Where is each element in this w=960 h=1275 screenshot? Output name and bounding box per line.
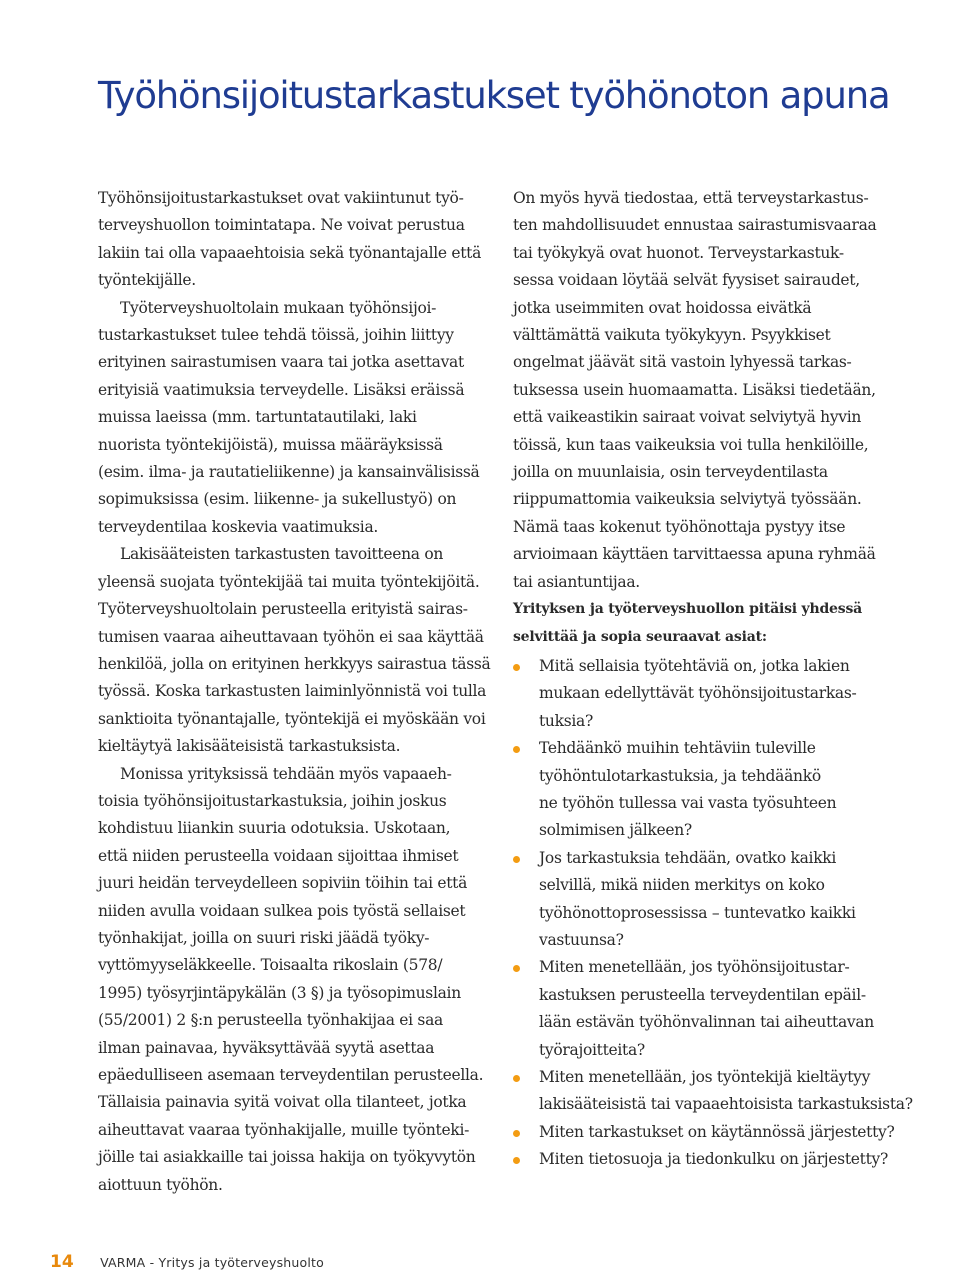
left-column [98,185,491,1199]
text-line: arvioimaan käyttäen tarvittaessa apuna ryhmää [513,545,876,564]
text-line: Tällaisia painavia syitä voivat olla tilanteet, jotka [98,1093,467,1112]
text-line: epäedulliseen asemaan terveydentilan perusteella. [98,1066,484,1084]
list-item [513,1064,913,1119]
list-item [513,1119,905,1146]
text-line: lakiin tai olla vapaaehtoisia sekä työnantajalle että [98,243,482,262]
text-line: juuri heidän terveydelleen sopiviin töihin tai että [98,874,468,893]
text-line: työnhakijat, joilla on suuri riski jäädä työky- [98,928,430,947]
text-line: On myös hyvä tiedostaa, että terveystarkastus- [513,189,869,207]
right-column [513,185,913,1174]
list-item [513,845,905,955]
text-line: erityisiä vaatimuksia terveydelle. Lisäksi eräissä [98,380,465,399]
text-line: aiottuun työhön. [98,1175,223,1194]
bullet-dot-icon [513,1075,520,1082]
text-line: yleensä suojata työntekijää tai muita työntekijöitä. [98,572,480,591]
text-line: Miten menetellään, jos työntekijä kieltäytyy [539,1068,871,1086]
text-line: Miten tietosuoja ja tiedonkulku on järjestetty? [539,1150,888,1169]
text-line: työssä. Koska tarkastusten laiminlyönnistä voi tulla [98,682,487,701]
text-line: ongelmat jäävät sitä vastoin lyhyessä tarkas- [513,353,852,372]
text-line: Miten tarkastukset on käytännössä järjestetty? [539,1122,895,1141]
text-line: Nämä taas kokenut työhönottaja pystyy itse [513,517,846,536]
text-line: töissä, kun taas vaikeuksia voi tulla henkilöille, [513,435,869,454]
text-line: Työterveyshuoltolain mukaan työhönsijoi- [120,298,437,317]
page-title: Työhönsijoitustarkastukset työhönoton apuna [98,74,890,117]
text-line: ne työhön tullessa vai vasta työsuhteen [539,793,837,812]
assessment-paragraph [513,185,905,596]
bullet-dot-icon [513,856,520,863]
text-line: Monissa yrityksissä tehdään myös vapaaeh- [120,764,452,783]
text-line: välttämättä vaikuta työkykyyn. Psyykkiset [513,326,831,345]
text-line: Mitä sellaisia työtehtäviä on, jotka lakien [539,656,850,675]
text-line: työhöntulotarkastuksia, ja tehdäänkö [539,766,821,785]
intro-paragraph [98,185,480,295]
text-line: aiheuttavat vaaraa työnhakijalle, muille työnteki- [98,1120,470,1139]
text-line: 1995) työsyrjintäpykälän (3 §) ja työsopimuslain [98,983,461,1002]
text-line: ten mahdollisuudet ennustaa sairastumisvaaraa [513,216,877,235]
text-line: Jos tarkastuksia tehdään, ovatko kaikki [539,848,837,867]
text-line: terveydentilaa koskevia vaatimuksia. [98,517,379,536]
text-line: erityinen sairastumisen vaara tai jotka asettavat [98,353,464,372]
publication-name: VARMA - Yritys ja työterveyshuolto [100,1255,325,1270]
checklist-heading [513,596,905,651]
text-line: niiden avulla voidaan sulkea pois työstä sellaiset [98,901,466,920]
page-number: 14 [50,1252,74,1272]
text-line: Miten menetellään, jos työhönsijoitustar- [539,958,850,977]
text-line: (55/2001) 2 §:n perusteella työnhakijaa ei saa [98,1011,443,1030]
list-item [513,653,905,735]
bullet-dot-icon [513,1157,520,1164]
text-line: terveyshuollon toimintatapa. Ne voivat perustua [98,216,465,235]
text-line: vastuunsa? [539,930,624,949]
text-line: että vaikeastikin sairaat voivat selviytyä hyvin [513,408,862,427]
list-item [513,735,905,845]
heading-line: Yrityksen ja työterveyshuollon pitäisi yhdessä [513,601,862,618]
bullet-dot-icon [513,746,520,753]
text-line: riippumattomia vaikeuksia selviytyä työssään. [513,490,862,509]
list-item [513,954,905,1064]
text-line: ilman painavaa, hyväksyttävää syytä asettaa [98,1038,435,1057]
text-line: työhönottoprosessissa – tuntevatko kaikki [539,903,856,922]
text-line: joilla on muunlaisia, osin terveydentilasta [513,463,828,482]
text-line: jöille tai asiakkaille tai joissa hakija on työkyvytön [98,1148,476,1167]
statutory-paragraph [98,541,491,760]
text-line: tuksia? [539,711,593,730]
text-line: nuorista työntekijöistä), muissa määräyksissä [98,435,443,454]
page-footer [50,1252,324,1272]
bullet-dot-icon [513,664,520,671]
text-line: kastuksen perusteella terveydentilan epäil- [539,985,866,1004]
text-line: kieltäytyä lakisääteisistä tarkastuksista. [98,737,401,756]
text-line: tai työkykyä ovat huonot. Terveystarkastuk- [513,243,844,262]
text-line: että niiden perusteella voidaan sijoittaa ihmiset [98,846,459,865]
checklist [513,653,913,1174]
text-line: sanktioita työnantajalle, työntekijä ei myöskään voi [98,709,486,728]
text-line: Lakisääteisten tarkastusten tavoitteena on [120,545,444,564]
text-line: henkilöä, jolla on erityinen herkkyys sairastua tässä [98,654,491,673]
text-line: muissa laeissa (mm. tartuntatautilaki, laki [98,408,417,427]
text-line: kohdistuu liiankin suuria odotuksia. Uskotaan, [98,819,451,838]
text-line: mukaan edellyttävät työhönsijoitustarkas- [539,684,857,703]
text-line: selvillä, mikä niiden merkitys on koko [539,876,825,895]
list-item [513,1146,905,1173]
text-line: (esim. ilma- ja rautatieliikenne) ja kansainvälisissä [98,463,480,482]
text-line: sopimuksissa (esim. liikenne- ja sukellustyö) on [98,490,457,509]
text-line: tustarkastukset tulee tehdä töissä, joihin liittyy [98,326,454,345]
text-line: solmimisen jälkeen? [539,821,692,840]
bullet-dot-icon [513,1130,520,1137]
text-line: lakisääteisistä tai vapaaehtoisista tarkastuksista? [539,1095,913,1114]
bullet-dot-icon [513,965,520,972]
heading-line: selvittää ja sopia seuraavat asiat: [513,628,767,645]
text-line: työrajoitteita? [539,1040,645,1059]
text-line: vyttömyyseläkkeelle. Toisaalta rikoslain (578/ [98,956,443,975]
law-paragraph [98,295,480,542]
text-line: jotka useimmiten ovat hoidossa eivätkä [513,298,812,317]
text-line: lään estävän työhönvalinnan tai aiheuttavan [539,1013,874,1032]
text-line: toisia työhönsijoitustarkastuksia, joihin joskus [98,791,447,810]
text-line: Työterveyshuoltolain perusteella erityistä sairas- [98,600,468,619]
text-line: tumisen vaaraa aiheuttavaan työhön ei saa käyttää [98,627,484,646]
text-line: Työhönsijoitustarkastukset ovat vakiintunut työ- [98,189,464,207]
text-line: tai asiantuntijaa. [513,572,640,591]
text-line: Tehdäänkö muihin tehtäviin tuleville [539,739,816,758]
voluntary-paragraph [98,761,484,1200]
text-line: työntekijälle. [98,271,196,290]
text-line: sessa voidaan löytää selvät fyysiset sairaudet, [513,271,860,290]
text-line: tuksessa usein huomaamatta. Lisäksi tiedetään, [513,380,876,399]
